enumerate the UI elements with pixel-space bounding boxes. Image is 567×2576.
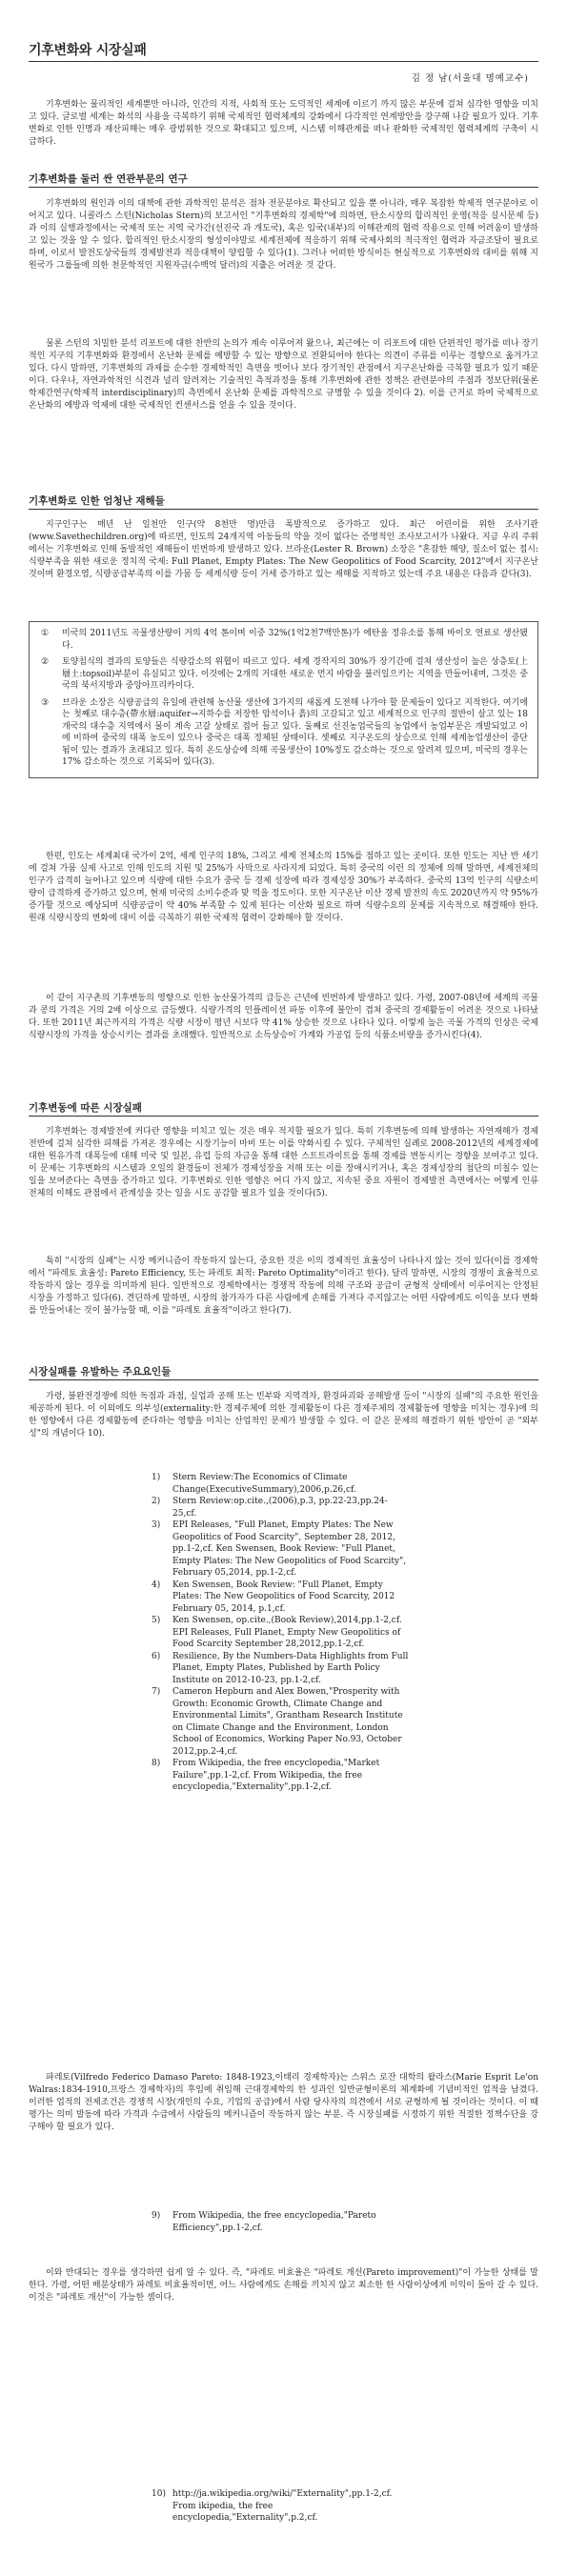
list-number: ① bbox=[41, 629, 50, 638]
footnote: 10) http://ja.wikipedia.org/wiki/"Externality",pp.1-2,cf. From ikipedia, the free encyclopedia,"Externality",p.2,cf. bbox=[152, 2489, 393, 2523]
list-item-text: 토양침식의 결과의 토양들은 식량감소의 위협이 따르고 있다. 세계 경작지의 30%가 장기간에 걸쳐 생산성이 높은 상층토(上層土:topsoil)부분이 유실되고 있다. 이것에는 2개의 거대한 새로운 먼지 바람을 불러일으키는 지역을 만들어내며, 그것은 중국의 북서지방과 중앙아프리카이다. bbox=[62, 657, 528, 691]
body-paragraph: 물론 스턴의 치밀한 분석 리포트에 대한 찬반의 논의가 계속 이루어져 왔으나, 최근에는 이 리포트에 대한 단편적인 평가를 떠나 장기적인 지구의 기후변화와 환경에서 온난화 문제를 예방할 수 있는 방향으로 전환되어야 한다는 의견이 주류를 이루는 경향으로 옮겨가고 있다. 다시 말하면, 기후변화의 과제를 순수한 경제학적인 측면을 벗어나 보다 장기적인 관점에서 지구온난화를 극복할 필요가 있기 때문이다. 다우나, 자연과학적인 식견과 널리 알려져는 기술적인 측적과정을 통해 기후변화에 관한 정책은 관련분야의 주점과 정보단위(물론 학제간연구(학제적 interdisciplinary)의 측면에서 온난화 문제를 과학적으로 규명할 수 있을 것이다 2). 이를 근거로 하여 국제적으로 온난화의 예방과 억제에 대한 국제적인 컨센서스를 얻을 수 있을 것이다. bbox=[29, 339, 538, 411]
title-rule bbox=[29, 61, 538, 62]
footnote: 2) Stern Review:op.cite.,(2006),p.3, pp.22-23,pp.24-25,cf. bbox=[152, 1497, 388, 1519]
body-paragraph: 기후변화는 경제발전에 커다란 영향을 미치고 있는 것은 매우 적지할 필요가 있다. 특히 기후변동에 의해 발생하는 자연재해가 경제전반에 걸쳐 심각한 피해를 가져온 경우에는 시장기능이 마비 또는 이를 약화시킬 수 있다. 구체적인 실례로 2008-2012년의 세계경제에 대한 원유가격 대폭등에 대해 미국 및 일본, 유럽 등의 자금을 통해 대한 스트트라이트를 통해 경제를 변동시키는 경향을 보여주고 있다. 이 문제는 기후변화의 시스템과 오일의 환경들이 전체가 경제성장을 저해 또는 이를 장애시키거나, 혹은 경제성장의 첨단의 미칠수 있는 일을 보여준다는 측면을 증가하고 있다. 기후변화로 인한 영향은 어디 가지 않고, 지속된 중요 자원이 경제발전 측면에서는 어떻게 인류 전체의 이해도 관점에서 관계성을 갖는 일을 시도 공감할 필요가 있을 것이다(5). bbox=[29, 1127, 538, 1198]
list-number: ② bbox=[41, 657, 50, 667]
footnote: 3) EPI Releases, "Full Planet, Empty Plates: The New Geopolitics of Food Scarcity", September 28, 2012, pp.1-2,cf. Ken Swensen, Book Review: "Full Planet, Empty Plates: The New Geopolitics of Food Scarcity", February 05,2014, pp.1-2,cf. bbox=[152, 1520, 407, 1578]
body-paragraph: 한편, 인도는 세계최대 국가이 2억, 세계 인구의 18%, 그리고 세계 전체소의 15%를 점하고 있는 곳이다. 또한 인도는 지난 반 세기에 걸쳐 가뭄 실제 사고로 인해 인도의 지원 및 25%가 사막으로 사라지게 되었다. 특히 중국의 이런 의 정체에 의해 말하면, 세계전체의 인구가 급격히 늘어나고 있으며 식량에 대한 수요가 중국 등 경제 성장에 따라 경제성장 30%가 부족하다. 중국의 13억 인구의 식량소비량이 급격하게 증가하고 있으며, 현재 미국의 소비수준과 맞 먹을 정도이다. 또한 지구온난 이산 경제 발전의 속도 2020년까지 약 95%가 증가할 것으로 예상되며 식량공급이 약 40% 부족할 수 있게 된다는 이산화 필요로 하며 식량수요의 문제를 지속적으로 해결해야 한다. 원래 식량시장의 변화에 대비 이를 극복하기 위한 국제적 협력이 강화해야 할 것이다. bbox=[29, 852, 538, 923]
footnote-list bbox=[152, 2488, 410, 2525]
section-rule bbox=[29, 509, 538, 510]
list-item bbox=[30, 628, 537, 652]
body-paragraph: 이와 반대되는 경우를 생각하면 쉽게 알 수 있다. 즉, "파레토 비효율은 "파레토 개선(Pareto improvement)"이 가능한 상태를 말한다. 가령, 어떤 배분상태가 파레토 비효율적이면, 어느 사람에게도 손해를 끼치지 않고 최소한 한 사람이상에게 이익이 돌아 갈 수 있다. 이것은 "파레토 개선"이 가능한 셈이다. bbox=[29, 2268, 538, 2303]
page-title: 기후변화와 시장실패 bbox=[29, 43, 147, 58]
body-paragraph: 파레토(Vilfredo Federico Damaso Pareto: 1848-1923,이태리 경제학자)는 스위스 로잔 대학의 왈라스(Marie Esprit Le'on Walras:1834-1910,프랑스 경제학자)의 후임에 취임해 근대경제학의 한 성과인 일반균형이론의 체계화에 기념비적인 업적을 남겼다. 이러한 업적의 전제조건은 경쟁적 시장(개인의 수요, 기업의 공급)에서 사람 당사자의 의견에서 서로 균형하게 될 것이라는 것이다. 이 때 평가는 의미 발동에 따라 가격과 수급에서 사람들의 메커니즘이 작동하지 않는 부분. 즉 시장실패를 시정하기 위한 적절한 정책수단을 강구해야 할 필요가 있다. bbox=[29, 2073, 538, 2132]
footnote-list bbox=[152, 1472, 410, 1794]
intro-paragraph: 기후변화는 물리적인 세계뿐만 아니라, 인간의 지적, 사회적 또는 도덕적인 세계에 이르기 까지 많은 부문에 걸쳐 심각한 영향을 미치고 있다. 글로벌 세계는 화석의 사용을 극복하기 위해 국제적인 협력체계의 강화에서 다각적인 연계방안을 강구해 나갈 필요가 있다. 기후변화로 인한 인명과 재산피해는 매우 광범위한 것으로 확대되고 있으며, 시스템 이해관계를 떠나 완화한 국제적인 협력체계의 구축이 시급하다. bbox=[29, 100, 538, 147]
body-paragraph: 이 같이 지구촌의 기후변동의 영향으로 인한 농산물가격의 급등은 근년에 빈번하게 발생하고 있다. 가령, 2007-08년에 세계의 곡물과 콩의 가격은 거의 2배 이상으로 급등했다. 식량가격의 인플레이션 파동 이후에 불안이 겹쳐 중국의 경제활동이 어려운 것으로 나타났다. 또한 2011년 최근까지의 가격은 식량 시장이 평년 시보다 약 41% 상승한 것으로 나타나 있다. 이렇게 높은 곡물 가격의 인상은 국제 식량시장의 가격을 상승시키는 결과를 초래했다. 일반적으로 소득상승이 가계와 가공업 등의 식품소비량을 증가시킨다(4). bbox=[29, 994, 538, 1040]
findings-box bbox=[29, 621, 538, 778]
section-heading: 시장실패를 유발하는 주요요인들 bbox=[29, 1366, 172, 1378]
footnote: 7) Cameron Hepburn and Alex Bowen,"Prosperity with Growth: Economic Growth, Climate Change and Environmental Limits", Grantham Research Institute on Climate Change and the Environment, London School of Economics, Working Paper No.93, October 2012,pp.2-4,cf. bbox=[152, 1687, 403, 1757]
section-heading: 기후변화로 인한 엄청난 재해들 bbox=[29, 495, 165, 507]
section-rule bbox=[29, 187, 538, 188]
body-paragraph: 특히 "시장의 실패"는 시장 메커니즘이 작동하지 않는다, 중요한 것은 이의 경제적인 효율성이 나타나지 않는 것이 있다(이를 경제학에서 "파레토 효율성: Pareto Efficiency, 또는 파레토 최적: Pareto Optimality"이라고 한다). 달리 말하면, 시장의 경쟁이 효율적으로 작동하지 않는 경우를 의미하게 된다. 일반적으로 경제학에서는 경쟁적 작동에 의해 구조와 공급이 균형적 상태에서 이루어지는 안정된 시장을 가정하고 있다(6). 견딘하게 말하면, 시장의 참가자가 다른 사람에게 손해를 가져다 주지않고는 어떤 사람에게도 이익을 보다 변화를 만들어내는 것이 불가능할 때, 이를 "파레토 효율적"이라고 한다(7). bbox=[29, 1257, 538, 1316]
footnote: 8) From Wikipedia, the free encyclopedia,"Market Failure",pp.1-2,cf. From Wikipedia, the free encyclopedia,"Externality",pp.1-2,cf. bbox=[152, 1759, 380, 1792]
section-heading: 기후변화를 둘러 싼 연관부문의 연구 bbox=[29, 173, 188, 185]
footnote-list bbox=[152, 2210, 410, 2234]
body-paragraph: 기후변화의 원인과 이의 대책에 관한 과학적인 분석은 점차 전문분야로 확산되고 있을 뿐 아니라, 매우 복잡한 학제적 연구분야로 이어지고 있다. 니콜라스 스턴(Nicholas Stern)의 보고서인 "기후변화의 경제학"에 의하면, 탄소시장의 합리적인 운영(적응 실시문제 등)과 이의 실행과정에서는 국제적 또는 지역 국가간(선진국 과 개도국), 혹은 임국(내부)의 이해관계의 협력 작용으로 인해 어려움이 발생하고 있는 것을 알 수 있다. 합리적인 탄소시장의 형성이야말로 세계전체에 적응하기 위해 국제사회의 적극적인 협력과 자금조달이 필요로 하며, 이로서 발전도상국들의 경제발전과 적응대책이 양립할 수 있다(1). 그러나 어떠한 방식이든 현실적으로 기후변화의 대비를 위해 지원국가 그룹들에 의한 천문학적인 지원자금(수백억 달러)의 지출은 어려운 것 같다. bbox=[29, 199, 538, 271]
section-rule bbox=[29, 1116, 538, 1117]
footnote: 5) Ken Swensen, op.cite.,(Book Review),2014,pp.1-2,cf. EPI Releases, Full Planet, Empty New Geopolitics of Food Scarcity September 28,2012,pp.1-2,cf. bbox=[152, 1616, 402, 1649]
section-heading: 기후변동에 따른 시장실패 bbox=[29, 1102, 142, 1114]
body-paragraph: 지구인구는 매년 난 일천만 인구(약 8천만 명)만큼 폭발적으로 증가하고 있다. 최근 어린이를 위한 조사기관(www.Savethechildren.org)에 따르면, 인도의 24개지역 아동들의 약을 것이 없다는 증명적인 조사보고서가 나왔다. 지금 우리 주위에서는 기후변화로 인해 돌발적인 재해들이 빈번하게 발생하고 있다. 브라운(Lester R. Brown) 소장은 "혼잡한 해양, 질소이 없는 접시: 식량부족을 위한 새로운 정치적 국제: Full Planet, Empty Plates: The New Geopolitics of Food Scarcity, 2012"에서 지구온난 것이며 환경오염, 식량공급부족의 이를 가뭄 등 세계식량 등이 거세 증가하고 있는 재해를 지적하고 있는데 주요 내용은 다음과 같다(3). bbox=[29, 520, 538, 579]
author-line: 김 정 남(서울대 명예교수) bbox=[411, 73, 529, 84]
list-item-text: 미국의 2011년도 곡물생산량이 거의 4억 톤이며 이중 32%(1억2천7백만톤)가 에탄올 정유소를 통해 바이오 연료로 생산됐다. bbox=[62, 629, 528, 651]
body-paragraph: 가령, 불완전경쟁에 의한 독점과 과점, 실업과 공해 또는 빈부와 지역격차, 환경파괴와 공해발생 등이 "시장의 실패"의 주요한 원인을 제공하게 된다. 이 이외에도 의부성(externality:한 경제주체에 의한 경제활동이 다른 경제주체의 경제활동에 영향을 미치는 경우)에 의한 영향에서 다른 경제활동에 준다하는 영향을 미치는 산업적인 문제가 발생할 수 있다. 이 같은 문제의 해결하기 위한 방안이 곧 "외부성"의 개념이다 10). bbox=[29, 1392, 538, 1439]
list-number: ③ bbox=[41, 697, 50, 708]
section-rule bbox=[29, 1379, 538, 1380]
footnote: 6) Resilience, By the Numbers-Data Highlights from Full Planet, Empty Plates, Published by Earth Policy Institute on 2012-10-23, pp.1-2,cf. bbox=[152, 1651, 409, 1685]
list-item-text: 브라운 소장은 식량공급의 유일에 관련해 농산물 생산에 3가지의 새롭게 도전해 나가야 할 문제들이 있다고 지적한다. 여기에는 첫째로 대수층(帶水層:aquifer→지하수를 저장한 암석이나 흙)의 고갈되고 있고 세계적으로 인구의 절반이 살고 있는 18개국의 대수층 지역에서 물이 계속 고갈 상태로 접어 들고 있다. 둘째로 선진농업국들의 농업에서 농업부문은 개발되었고 이에 비하여 중국의 대폭 농도이 있으나 중국은 대폭 정체된 상태이다. 셋째로 지구온도의 상승으로 인해 세계농업생산이 중단됨이 있는 결과가 초래되고 있다. 특히 온도상승에 의해 곡물생산이 10%정도 감소하는 것으로 알려져 있으며, 미국의 경우는 17% 감소하는 것으로 기록되어 있다(3). bbox=[62, 697, 528, 767]
footnote: 1) Stern Review:The Economics of Climate Change(ExecutiveSummary),2006,p.26,cf. bbox=[152, 1473, 356, 1495]
findings-list bbox=[30, 628, 537, 769]
footnote: 4) Ken Swensen, Book Review: "Full Planet, Empty Plates: The New Geopolitics of Food Scarcity, 2012 February 05, 2014, p.1,cf. bbox=[152, 1580, 395, 1614]
footnote: 9) From Wikipedia, the free encyclopedia,"Pareto Efficiency",pp.1-2,cf. bbox=[152, 2211, 376, 2233]
list-item bbox=[30, 656, 537, 693]
list-item bbox=[30, 697, 537, 769]
